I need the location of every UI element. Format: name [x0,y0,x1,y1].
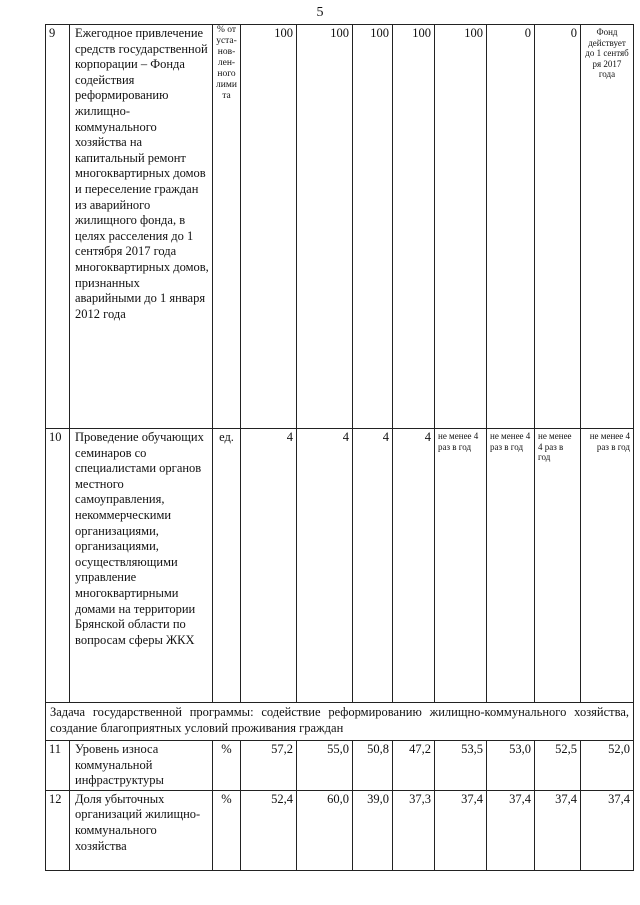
value-cell: 52,0 [581,741,634,791]
table-row [46,790,634,870]
row-number: 11 [46,741,70,791]
unit-cell: % [213,790,241,870]
value-cell: 100 [435,25,487,429]
table-row [46,25,634,429]
value-cell: 60,0 [297,790,353,870]
indicator-name: Проведение обучающих семинаров со специалистами органов местного самоуправления, некоммерческими организациями, организациями, осуществляющими управление многоквартирными домами на территории Брянской области по вопросам сферы ЖКХ [70,429,213,703]
unit-cell: % от уста-нов-лен-ного лими та [213,25,241,429]
table-row [46,429,634,703]
value-cell: 50,8 [353,741,393,791]
value-cell: 0 [487,25,535,429]
task-heading: Задача государственной программы: содействие реформированию жилищно-коммунального хозяйства, создание благоприятных условий проживания граждан [46,703,634,741]
indicator-name: Уровень износа коммунальной инфраструктуры [70,741,213,791]
value-cell: 37,4 [535,790,581,870]
indicator-name: Доля убыточных организаций жилищно-коммунального хозяйства [70,790,213,870]
unit-cell: ед. [213,429,241,703]
value-cell: 37,3 [393,790,435,870]
value-cell: 55,0 [297,741,353,791]
value-cell: 37,4 [435,790,487,870]
value-cell: не менее 4 раз в год [435,429,487,703]
value-cell: не менее 4 раз в год [535,429,581,703]
table-row [46,741,634,791]
value-cell: 53,0 [487,741,535,791]
unit-cell: % [213,741,241,791]
page-number: 5 [316,5,324,20]
value-cell: 37,4 [487,790,535,870]
value-cell: 52,5 [535,741,581,791]
value-cell: 100 [241,25,297,429]
value-cell: не менее 4 раз в год [487,429,535,703]
indicator-name: Ежегодное привлечение средств государственной корпорации – Фонда содействия реформированию жилищно-коммунального хозяйства на капитальный ремонт многоквартирных домов и переселение граждан из аварийного жилищного фонда, в целях расселения до 1 сентября 2017 года многоквартирных домов, признанных аварийными до 1 января 2012 года [70,25,213,429]
value-cell: 37,4 [581,790,634,870]
row-number: 9 [46,25,70,429]
value-cell: 4 [353,429,393,703]
value-cell: 52,4 [241,790,297,870]
value-cell: 100 [353,25,393,429]
task-heading-row [46,703,634,741]
value-cell: 0 [535,25,581,429]
row-number: 12 [46,790,70,870]
value-cell: Фонд действует до 1 сентяб ря 2017 года [581,25,634,429]
value-cell: 47,2 [393,741,435,791]
value-cell: 53,5 [435,741,487,791]
value-cell: 4 [393,429,435,703]
value-cell: 39,0 [353,790,393,870]
value-cell: не менее 4 раз в год [581,429,634,703]
row-number: 10 [46,429,70,703]
indicators-table [45,24,634,871]
value-cell: 57,2 [241,741,297,791]
value-cell: 4 [297,429,353,703]
value-cell: 4 [241,429,297,703]
value-cell: 100 [393,25,435,429]
value-cell: 100 [297,25,353,429]
